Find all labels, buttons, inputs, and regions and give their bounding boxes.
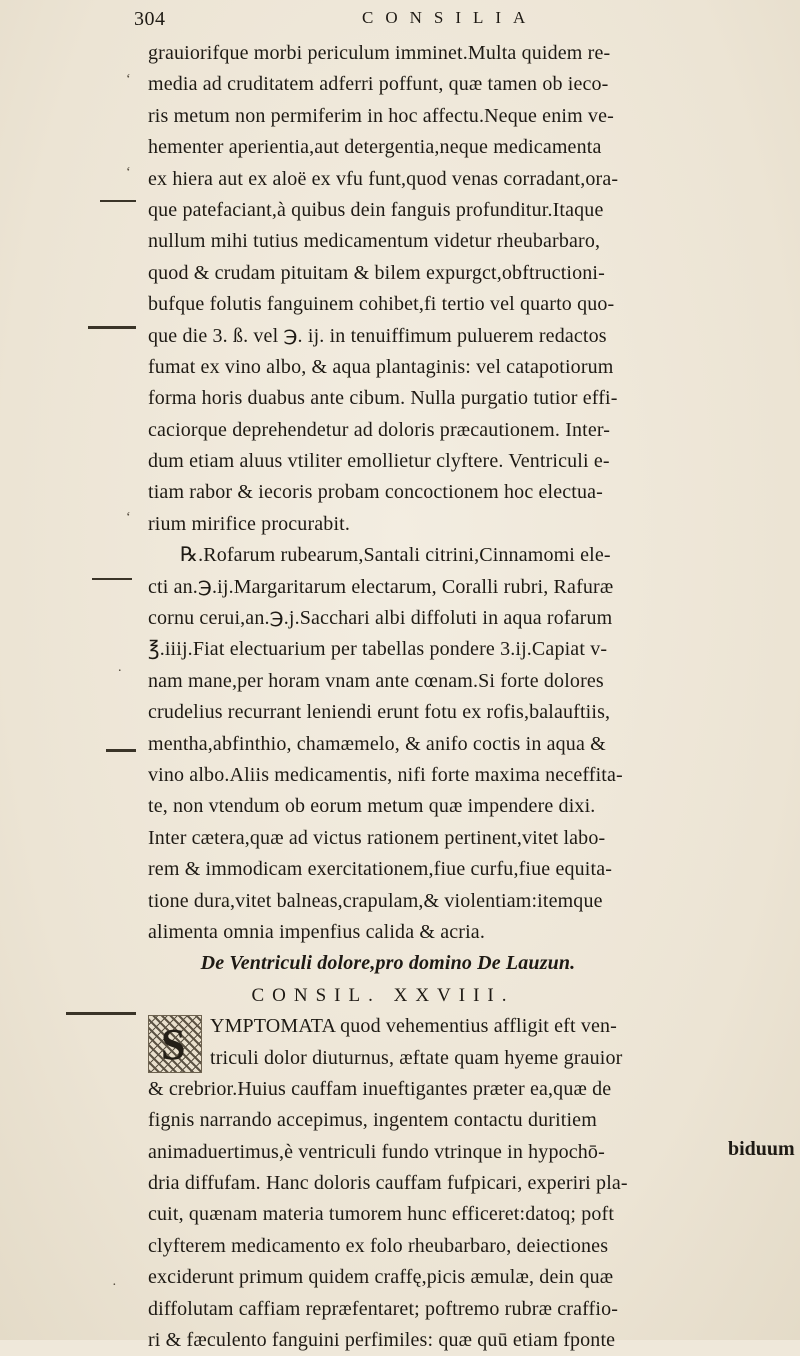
page-number: 304 bbox=[134, 8, 166, 30]
recipe-line: te, non vtendum ob eorum metum quæ impendere dixi. bbox=[148, 795, 596, 818]
margin-pen-mark bbox=[88, 326, 136, 329]
text-line: nullum mihi tutius medicamentum videtur rheubarbaro, bbox=[148, 230, 601, 253]
consil-line: cuit, quænam materia tumorem hunc efficeret:datoq; poft bbox=[148, 1203, 615, 1226]
recipe-line: alimenta omnia impenfius calida & acria. bbox=[148, 920, 485, 943]
text-line: forma horis duabus ante cibum. Nulla purgatio tutior effi- bbox=[148, 387, 618, 410]
consil-line: exciderunt primum quidem craffę,picis æmulæ, dein quæ bbox=[148, 1266, 614, 1289]
margin-pen-mark bbox=[106, 749, 136, 752]
consilium-number: CONSIL. XXVIII. bbox=[251, 984, 515, 1006]
recipe-line: Inter cætera,quæ ad victus rationem pertinent,vitet labo- bbox=[148, 826, 606, 849]
margin-tick-mark: · bbox=[112, 1278, 117, 1293]
recipe-line: cornu cerui,an.℈.j.Sacchari albi diffoluti in aqua rofarum bbox=[148, 607, 613, 630]
recipe-line: ℥.iiij.Fiat electuarium per tabellas pondere 3.ij.Capiat v- bbox=[148, 638, 608, 661]
recipe-line: nam mane,per horam vnam ante cœnam.Si forte dolores bbox=[148, 669, 604, 692]
decorated-initial bbox=[148, 1015, 202, 1073]
consilium-body bbox=[148, 1011, 788, 1356]
consil-line: clyfterem medicamento ex folo rheubarbaro, deiectiones bbox=[148, 1234, 609, 1257]
text-line: quod & crudam pituitam & bilem expurgct,obftructioni- bbox=[148, 261, 605, 284]
text-line: ex hiera aut ex aloë ex vfu funt,quod venas corradant,ora- bbox=[148, 167, 619, 190]
page-header bbox=[134, 6, 734, 34]
margin-tick-mark: ‘ bbox=[126, 165, 131, 180]
text-line: caciorque deprehendetur ad doloris præcautionem. Inter- bbox=[148, 418, 611, 441]
text-line: ris metum non permiferim in hoc affectu.Neque enim ve- bbox=[148, 104, 614, 127]
text-line: dum etiam aluus vtiliter emollietur clyftere. Ventriculi e- bbox=[148, 450, 610, 473]
catchword: biduum bbox=[728, 1138, 795, 1160]
running-title: CONSILIA bbox=[362, 8, 538, 27]
text-line: que die 3. ß. vel ℈. ij. in tenuiffimum puluerem redactos bbox=[148, 324, 607, 347]
recipe-line: mentha,abfinthio, chamæmelo, & anifo coctis in aqua & bbox=[148, 732, 606, 755]
text-line: media ad cruditatem adferri poffunt, quæ tamen ob ieco- bbox=[148, 73, 609, 96]
recipe-line: ℞.Rofarum rubearum,Santali citrini,Cinnamomi ele- bbox=[180, 544, 611, 567]
section-heading: De Ventriculi dolore,pro domino De Lauzun. bbox=[200, 952, 576, 975]
margin-pen-mark bbox=[100, 200, 136, 202]
text-line: fumat ex vino albo, & aqua plantaginis: vel catapotiorum bbox=[148, 355, 614, 378]
text-line: tiam rabor & iecoris probam concoctionem hoc electua- bbox=[148, 481, 603, 504]
consil-line: dria diffufam. Hanc doloris cauffam fufpicari, experiri pla- bbox=[148, 1172, 628, 1195]
text-line: rium mirifice procurabit. bbox=[148, 512, 351, 535]
consil-line: YMPTOMATA quod vehementius affligit eft ven- bbox=[210, 1015, 617, 1038]
margin-tick-mark: ‘ bbox=[126, 72, 131, 87]
recipe-line: tione dura,vitet balneas,crapulam,& violentiam:itemque bbox=[148, 889, 603, 912]
consil-line: animaduertimus,è ventriculi fundo vtrinque in hypochō- bbox=[148, 1140, 605, 1163]
margin-pen-mark bbox=[92, 578, 132, 580]
recipe-line: cti an.℈.ij.Margaritarum electarum, Coralli rubri, Rafuræ bbox=[148, 575, 614, 598]
recipe-line: rem & immodicam exercitationem,fiue curfu,fiue equita- bbox=[148, 858, 613, 881]
initial-letter: S bbox=[161, 1020, 186, 1070]
main-text bbox=[148, 38, 788, 1356]
text-line: bufque folutis fanguinem cohibet,fi tertio vel quarto quo- bbox=[148, 293, 615, 316]
margin-tick-mark: . bbox=[118, 660, 122, 675]
margin-tick-mark: ‘ bbox=[126, 510, 131, 525]
consil-line: diffolutam caffiam repræfentaret; poftremo rubræ craffio- bbox=[148, 1297, 619, 1320]
text-line: hementer aperientia,aut detergentia,neque medicamenta bbox=[148, 136, 602, 159]
margin-pen-mark bbox=[66, 1012, 136, 1015]
consil-line: fignis narrando accepimus, ingentem contactu duritiem bbox=[148, 1109, 597, 1132]
consil-line: triculi dolor diuturnus, æftate quam hyeme grauior bbox=[210, 1046, 623, 1069]
consil-line: ri & fæculento fanguini perfimiles: quæ quū etiam fponte bbox=[148, 1329, 616, 1352]
recipe-line: crudelius recurrant leniendi erunt fotu ex rofis,balauftiis, bbox=[148, 701, 611, 724]
recipe-line: vino albo.Aliis medicamentis, nifi forte maxima neceffita- bbox=[148, 763, 623, 786]
consil-line: & crebrior.Huius cauffam inueftigantes præter ea,quæ de bbox=[148, 1077, 612, 1100]
text-line: grauiorifque morbi periculum imminet.Multa quidem re- bbox=[148, 42, 611, 64]
text-line: que patefaciant,à quibus dein fanguis profunditur.Itaque bbox=[148, 198, 604, 221]
